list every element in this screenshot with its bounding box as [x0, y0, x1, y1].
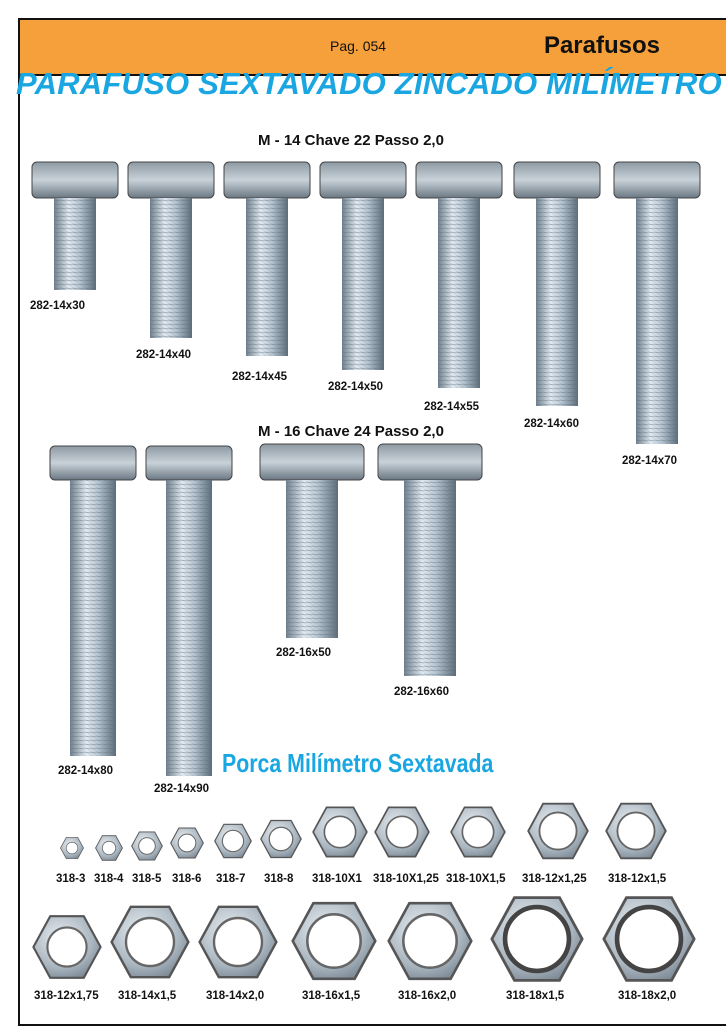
hex-nut-image: [258, 818, 304, 860]
bolt-label: 282-14x60: [524, 418, 579, 430]
bolt-label: 282-14x90: [154, 783, 209, 795]
nut-label: 318-6: [172, 873, 202, 885]
bolt-label: 282-16x60: [394, 686, 449, 698]
bolt-label: 282-14x55: [424, 401, 479, 413]
hex-nut-image: [448, 804, 508, 860]
hex-nut-image: [384, 898, 476, 984]
section-heading-m16: M - 16 Chave 24 Passo 2,0: [258, 423, 444, 440]
bolt-label: 282-14x45: [232, 371, 287, 383]
bolt-label: 282-16x50: [276, 647, 331, 659]
nut-label: 318-12x1,25: [522, 873, 587, 885]
nut-label: 318-12x1,75: [34, 990, 99, 1002]
bolt-image: [318, 162, 408, 374]
nut-label: 318-16x2,0: [398, 990, 457, 1002]
bolt-label: 282-14x40: [136, 349, 191, 361]
bolt-image: [512, 162, 602, 410]
hex-nut-image: [30, 912, 104, 982]
nut-section-title: Porca Milímetro Sextavada: [222, 748, 494, 778]
hex-nut-image: [211, 822, 255, 860]
nut-label: 318-3: [56, 873, 86, 885]
nut-label: 318-8: [264, 873, 294, 885]
nut-label: 318-4: [94, 873, 124, 885]
hex-nut-image: [600, 800, 672, 862]
bolt-label: 282-14x80: [58, 765, 113, 777]
bolt-image: [258, 444, 366, 640]
nut-label: 318-10X1,5: [446, 873, 506, 885]
hex-nut-image: [60, 836, 84, 860]
bolt-label: 282-14x30: [30, 300, 85, 312]
hex-nut-image: [131, 830, 163, 862]
bolt-image: [30, 162, 120, 292]
bolt-image: [414, 162, 504, 392]
hex-nut-image: [372, 804, 432, 860]
hex-nut-image: [310, 804, 370, 860]
nut-label: 318-10X1: [312, 873, 362, 885]
nut-label: 318-12x1,5: [608, 873, 667, 885]
bolt-label: 282-14x50: [328, 381, 383, 393]
nut-label: 318-5: [132, 873, 162, 885]
bolt-image: [376, 444, 484, 678]
nut-label: 318-18x1,5: [506, 990, 565, 1002]
hex-nut-image: [288, 898, 380, 984]
hex-nut-image: [596, 892, 702, 986]
bolt-image: [48, 446, 138, 758]
hex-nut-image: [95, 834, 123, 862]
category-title: Parafusos: [543, 32, 660, 59]
bolt-label: 282-14x70: [622, 455, 677, 467]
page-number: Pag. 054: [330, 38, 387, 54]
page-title: PARAFUSO SEXTAVADO ZINCADO MILÍMETRO: [16, 66, 722, 101]
nut-label: 318-7: [216, 873, 246, 885]
hex-nut-image: [196, 902, 280, 982]
hex-nut-image: [522, 800, 594, 862]
nut-label: 318-18x2,0: [618, 990, 677, 1002]
hex-nut-image: [484, 892, 590, 986]
bolt-image: [126, 162, 216, 342]
hex-nut-image: [168, 826, 206, 860]
nut-label: 318-16x1,5: [302, 990, 361, 1002]
hex-nut-image: [108, 902, 192, 982]
nut-label: 318-14x1,5: [118, 990, 177, 1002]
bolt-image: [222, 162, 312, 360]
bolt-image: [612, 162, 702, 448]
section-heading-m14: M - 14 Chave 22 Passo 2,0: [258, 132, 444, 149]
nut-label: 318-14x2,0: [206, 990, 265, 1002]
bolt-image: [144, 446, 234, 778]
nut-label: 318-10X1,25: [373, 873, 439, 885]
